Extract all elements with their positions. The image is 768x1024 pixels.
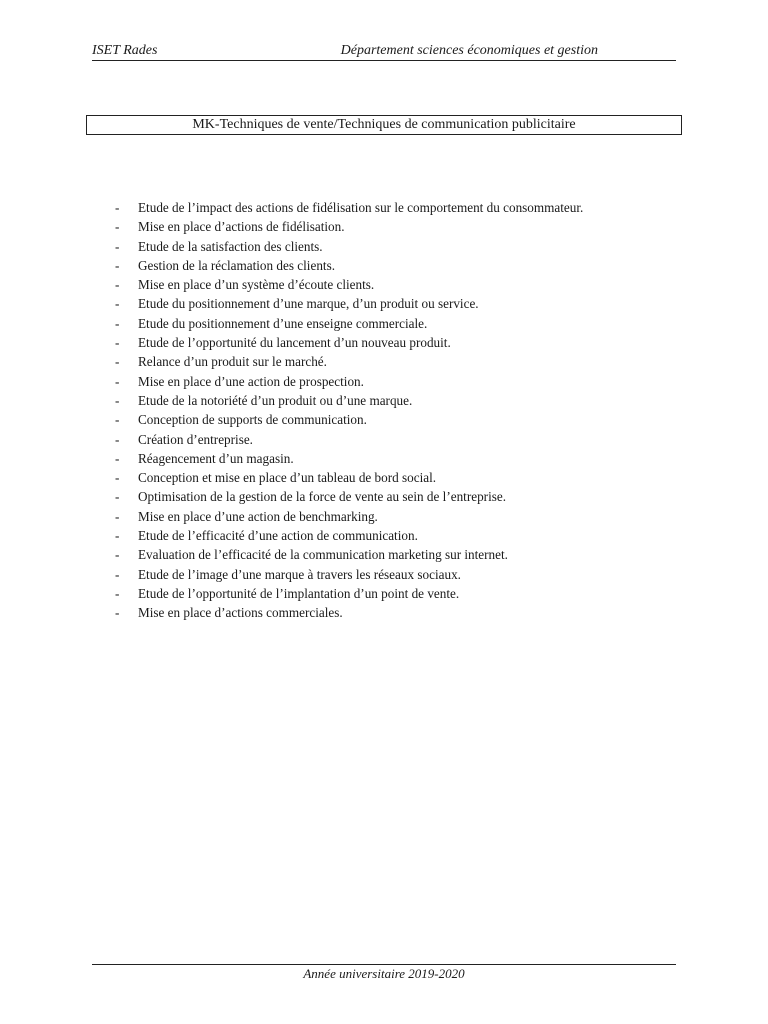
list-bullet: - (115, 257, 120, 273)
list-item-text: Etude de l’opportunité de l’implantation d’un point de vente. (138, 585, 460, 601)
list-bullet: - (115, 489, 120, 505)
list-item (0, 468, 768, 487)
list-item-text: Mise en place d’un système d’écoute clients. (138, 277, 375, 293)
list-item-text: Evaluation de l’efficacité de la communication marketing sur internet. (138, 547, 508, 563)
list-item (0, 217, 768, 236)
list-bullet: - (115, 373, 120, 389)
list-item-text: Conception de supports de communication. (138, 412, 367, 428)
list-bullet: - (115, 315, 120, 331)
list-item-text: Etude du positionnement d’une marque, d’un produit ou service. (138, 296, 479, 312)
list-item-text: Etude de l’efficacité d’une action de communication. (138, 528, 418, 544)
list-bullet: - (115, 585, 120, 601)
list-bullet: - (115, 219, 120, 235)
list-item (0, 449, 768, 468)
list-item-text: Etude de la notoriété d’un produit ou d’une marque. (138, 392, 413, 408)
list-item-text: Mise en place d’une action de benchmarking. (138, 508, 378, 524)
list-item (0, 352, 768, 371)
list-item-text: Relance d’un produit sur le marché. (138, 354, 327, 370)
list-bullet: - (115, 508, 120, 524)
list-item-text: Etude de l’image d’une marque à travers les réseaux sociaux. (138, 566, 461, 582)
list-item (0, 372, 768, 391)
list-item (0, 487, 768, 506)
list-item-text: Etude de l’opportunité du lancement d’un nouveau produit. (138, 335, 451, 351)
footer-divider (92, 964, 676, 965)
list-item-text: Gestion de la réclamation des clients. (138, 257, 336, 273)
list-item-text: Mise en place d’actions commerciales. (138, 605, 343, 621)
academic-year: Année universitaire 2019-2020 (303, 966, 465, 981)
topic-list (0, 198, 768, 623)
list-item (0, 565, 768, 584)
list-item (0, 314, 768, 333)
list-bullet: - (115, 566, 120, 582)
list-item-text: Conception et mise en place d’un tableau de bord social. (138, 470, 437, 486)
list-bullet: - (115, 238, 120, 254)
list-bullet: - (115, 200, 120, 215)
list-item-text: Optimisation de la gestion de la force de vente au sein de l’entreprise. (138, 489, 507, 505)
list-item-text: Etude de la satisfaction des clients. (138, 238, 323, 254)
list-bullet: - (115, 605, 120, 621)
institution-name: ISET Rades (92, 43, 158, 58)
page-header (92, 40, 676, 61)
list-bullet: - (115, 547, 120, 563)
list-bullet: - (115, 470, 120, 486)
list-item (0, 294, 768, 313)
list-item (0, 275, 768, 294)
list-item-text: Etude du positionnement d’une enseigne commerciale. (138, 315, 428, 331)
list-item (0, 430, 768, 449)
list-item-text: Réagencement d’un magasin. (138, 450, 294, 466)
list-item (0, 545, 768, 564)
list-item (0, 584, 768, 603)
list-item (0, 256, 768, 275)
department-name: Département sciences économiques et gestion (340, 43, 598, 58)
list-item (0, 507, 768, 526)
list-bullet: - (115, 528, 120, 544)
list-item (0, 391, 768, 410)
document-title: MK-Techniques de vente/Techniques de communication publicitaire (86, 115, 682, 135)
list-item (0, 333, 768, 352)
list-item-text: Etude de l’impact des actions de fidélisation sur le comportement du consommateur. (138, 200, 584, 215)
list-item (0, 526, 768, 545)
list-item (0, 237, 768, 256)
list-bullet: - (115, 431, 120, 447)
list-item-text: Mise en place d’actions de fidélisation. (138, 219, 345, 235)
list-bullet: - (115, 296, 120, 312)
list-item (0, 410, 768, 429)
list-bullet: - (115, 354, 120, 370)
list-bullet: - (115, 450, 120, 466)
list-bullet: - (115, 277, 120, 293)
list-bullet: - (115, 412, 120, 428)
list-item-text: Création d’entreprise. (138, 431, 253, 447)
list-bullet: - (115, 392, 120, 408)
list-item (0, 198, 768, 217)
list-item (0, 603, 768, 622)
list-item-text: Mise en place d’une action de prospection. (138, 373, 364, 389)
list-bullet: - (115, 335, 120, 351)
